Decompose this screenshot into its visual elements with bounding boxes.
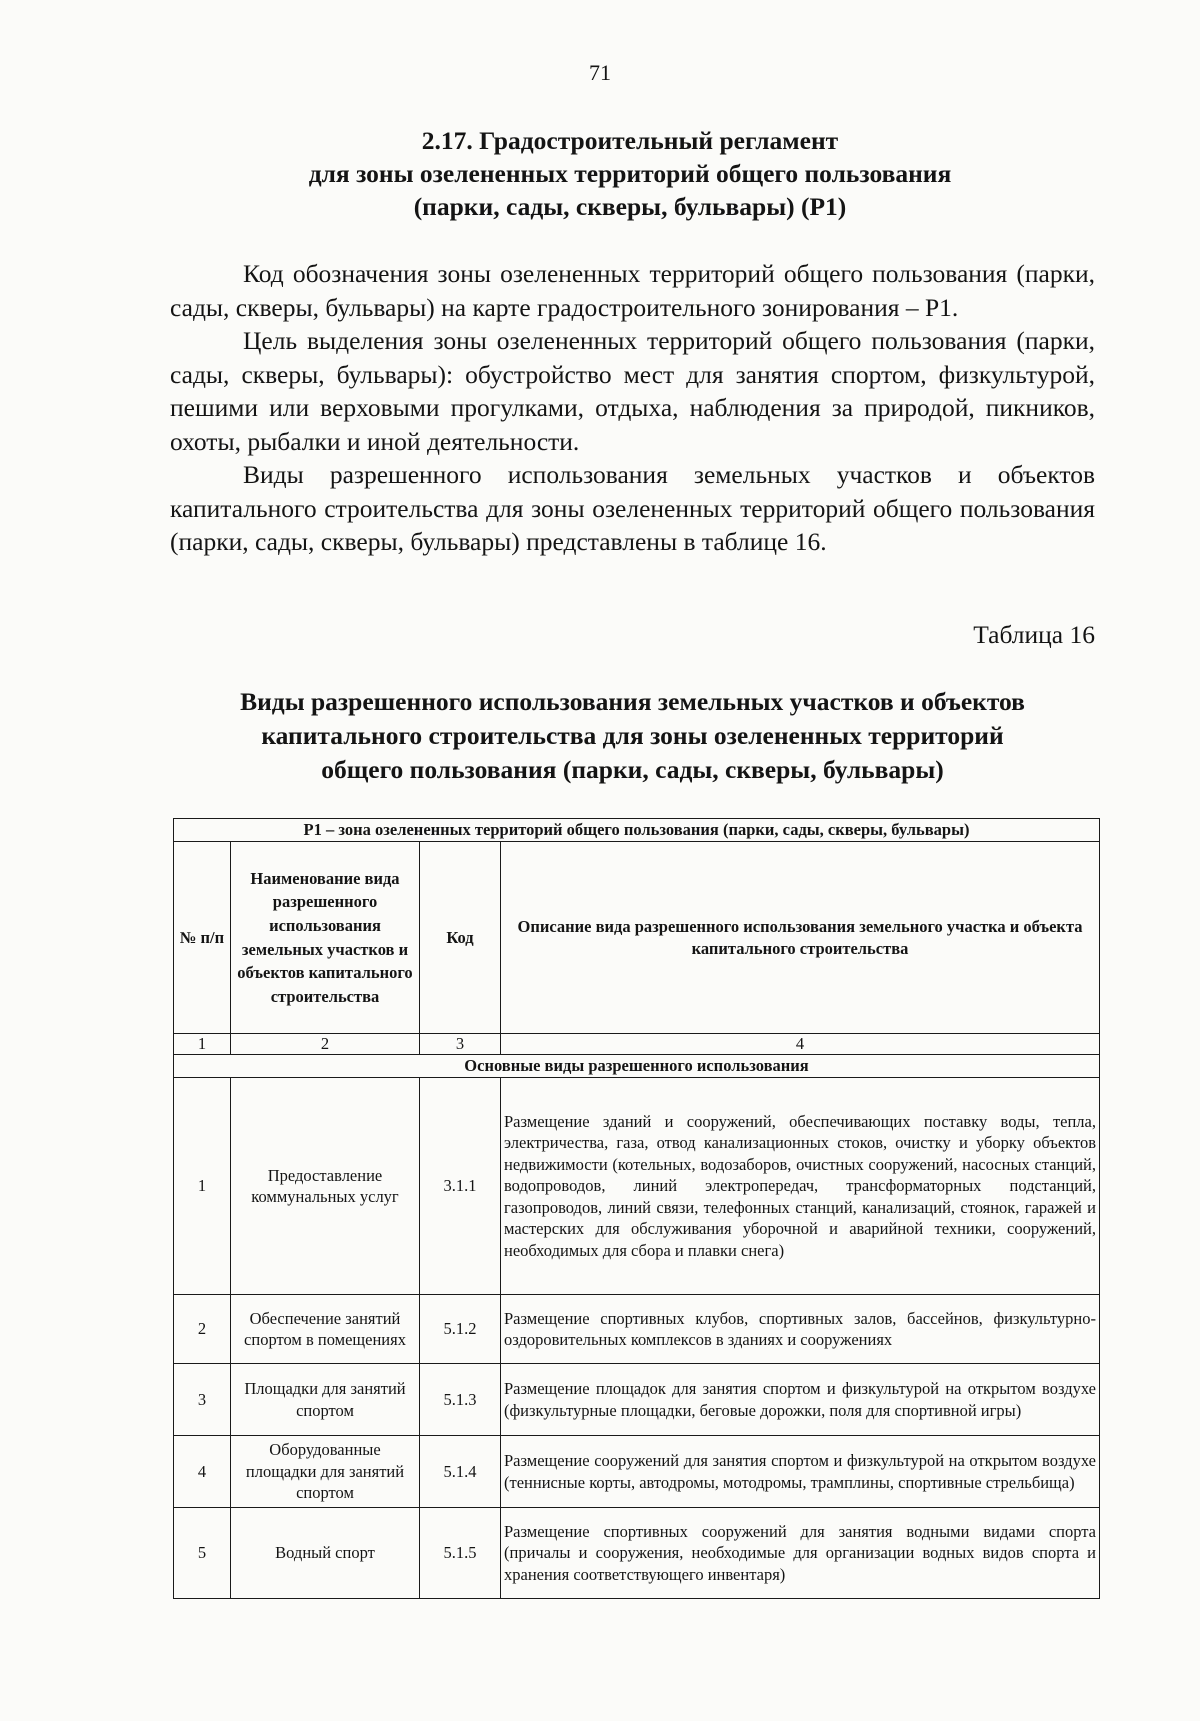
paragraph-zone-code: Код обозначения зоны озелененных территорий общего пользования (парки, сады, скверы, бульвары) на карте градостроительного зонирования – Р1. [170, 259, 1095, 322]
row-num: 4 [174, 1436, 231, 1508]
subheader-row [174, 1055, 1100, 1078]
body-text [170, 257, 1095, 559]
table-title-line: общего пользования (парки, сады, скверы, бульвары) [321, 755, 944, 784]
section-title-line: для зоны озелененных территорий общего пользования [308, 159, 952, 188]
table-title-line: капитального строительства для зоны озелененных территорий [261, 721, 1004, 750]
row-description: Размещение площадок для занятия спортом и физкультурой на открытом воздухе (физкультурные площадки, беговые дорожки, поля для спортивной игры) [501, 1364, 1100, 1436]
section-title-line: 2.17. Градостроительный регламент [421, 126, 839, 155]
row-description: Размещение сооружений для занятия спортом и физкультурой на открытом воздухе (теннисные корты, автодромы, мотодромы, трамплины, спортивные стрельбища) [501, 1436, 1100, 1508]
column-number: 4 [501, 1034, 1100, 1055]
header-description: Описание вида разрешенного использования земельного участка и объекта капитального строительства [501, 842, 1100, 1034]
paragraph-zone-purpose: Цель выделения зоны озелененных территорий общего пользования (парки, сады, скверы, бульвары): обустройство мест для занятия спортом, физкультурой, пешими или верховыми прогулками, отдыха, наблюдения за природой, пикников, охоты, рыбалки и иной деятельности. [170, 326, 1095, 456]
table-row [174, 1508, 1100, 1599]
column-number: 2 [231, 1034, 420, 1055]
table-row [174, 1436, 1100, 1508]
zone-header-row [174, 819, 1100, 842]
section-title [170, 124, 1090, 223]
column-number: 1 [174, 1034, 231, 1055]
table-title [170, 685, 1095, 787]
row-name: Предоставление коммунальных услуг [231, 1078, 420, 1295]
row-name: Площадки для занятий спортом [231, 1364, 420, 1436]
table-row [174, 1078, 1100, 1295]
row-code: 5.1.3 [420, 1364, 501, 1436]
header-name: Наименование вида разрешенного использования земельных участков и объектов капитального строительства [231, 842, 420, 1034]
header-num: № п/п [174, 842, 231, 1034]
row-code: 3.1.1 [420, 1078, 501, 1295]
row-name: Оборудованные площадки для занятий спортом [231, 1436, 420, 1508]
main-usage-subheader: Основные виды разрешенного использования [174, 1055, 1100, 1078]
column-number: 3 [420, 1034, 501, 1055]
column-number-row [174, 1034, 1100, 1055]
section-title-line: (парки, сады, скверы, бульвары) (Р1) [413, 192, 847, 221]
table-title-line: Виды разрешенного использования земельных участков и объектов [240, 687, 1025, 716]
usage-types-table [173, 818, 1100, 1599]
row-code: 5.1.2 [420, 1295, 501, 1364]
row-num: 3 [174, 1364, 231, 1436]
row-num: 2 [174, 1295, 231, 1364]
zone-header: Р1 – зона озелененных территорий общего пользования (парки, сады, скверы, бульвары) [174, 819, 1100, 842]
header-code: Код [420, 842, 501, 1034]
row-description: Размещение спортивных сооружений для занятия водными видами спорта (причалы и сооружения, необходимые для организации водных видов спорта и хранения соответствующего инвентаря) [501, 1508, 1100, 1599]
row-name: Обеспечение занятий спортом в помещениях [231, 1295, 420, 1364]
table-row [174, 1364, 1100, 1436]
row-num: 5 [174, 1508, 231, 1599]
row-description: Размещение зданий и сооружений, обеспечивающих поставку воды, тепла, электричества, газа, отвод канализационных стоков, очистку и уборку объектов недвижимости (котельных, водозаборов, очистных сооружений, насосных станций, водопроводов, линий электропередач, трансформаторных подстанций, газопроводов, линий связи, телефонных станций, канализаций, стоянок, гаражей и мастерских для обслуживания уборочной и аварийной техники, сооружений, необходимых для сбора и плавки снега) [501, 1078, 1100, 1295]
row-code: 5.1.5 [420, 1508, 501, 1599]
row-name: Водный спорт [231, 1508, 420, 1599]
row-num: 1 [174, 1078, 231, 1295]
table-row [174, 1295, 1100, 1364]
table-label: Таблица 16 [973, 620, 1095, 649]
row-description: Размещение спортивных клубов, спортивных залов, бассейнов, физкультурно-оздоровительных комплексов в зданиях и сооружениях [501, 1295, 1100, 1364]
column-header-row [174, 842, 1100, 1034]
page-number: 71 [589, 60, 611, 85]
row-code: 5.1.4 [420, 1436, 501, 1508]
paragraph-usage-types: Виды разрешенного использования земельных участков и объектов капитального строительства для зоны озелененных территорий общего пользования (парки, сады, скверы, бульвары) представлены в таблице 16. [170, 460, 1095, 556]
